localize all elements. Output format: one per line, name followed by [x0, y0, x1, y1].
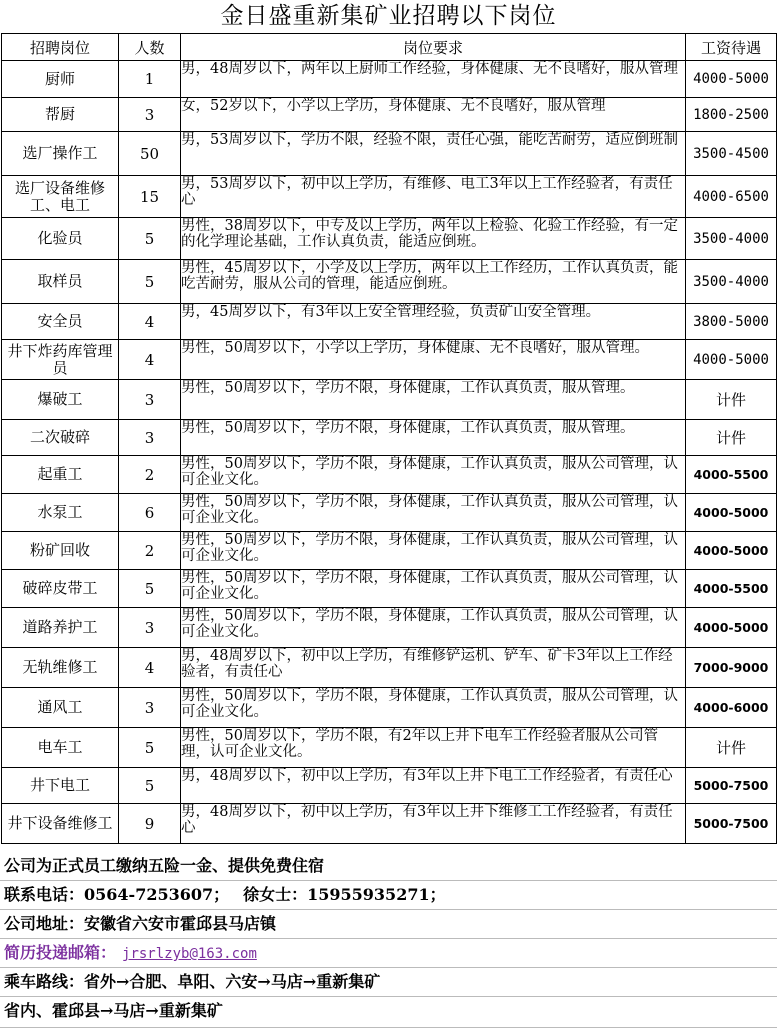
salary-cell: 3500-4000 — [686, 218, 777, 260]
salary-cell: 3500-4500 — [686, 132, 777, 176]
benefits-line: 公司为正式员工缴纳五险一金、提供免费住宿 — [0, 852, 777, 881]
table-row — [2, 340, 777, 380]
table-row — [2, 420, 777, 456]
position-cell: 井下设备维修工 — [2, 804, 119, 844]
table-row — [2, 304, 777, 340]
salary-cell: 7000-9000 — [686, 648, 777, 688]
requirement-cell: 女，52岁以下，小学以上学历，身体健康、无不良嗜好，服从管理 — [181, 98, 686, 132]
count-cell: 6 — [119, 494, 181, 532]
route-outside-line: 乘车路线：省外→合肥、阜阳、六安→马店→重新集矿 — [0, 968, 777, 997]
count-cell: 50 — [119, 132, 181, 176]
salary-cell: 1800-2500 — [686, 98, 777, 132]
requirement-cell: 男，53周岁以下，学历不限，经验不限，责任心强，能吃苦耐劳，适应倒班制 — [181, 132, 686, 176]
job-table-body — [2, 61, 777, 844]
requirement-cell: 男性，50周岁以下，学历不限，身体健康，工作认真负责，服从管理。 — [181, 380, 686, 420]
contact-person: 徐女士：15955935271； — [243, 885, 446, 904]
position-cell: 粉矿回收 — [2, 532, 119, 570]
table-row — [2, 532, 777, 570]
count-cell: 4 — [119, 304, 181, 340]
position-cell: 通风工 — [2, 688, 119, 728]
position-cell: 井下电工 — [2, 768, 119, 804]
header-position: 招聘岗位 — [2, 34, 119, 61]
table-row — [2, 768, 777, 804]
requirement-cell: 男性，50周岁以下，学历不限，身体健康，工作认真负责，服从公司管理，认可企业文化。 — [181, 456, 686, 494]
count-cell: 5 — [119, 218, 181, 260]
position-cell: 化验员 — [2, 218, 119, 260]
requirement-cell: 男性，38周岁以下，中专及以上学历，两年以上检验、化验工作经验，有一定的化学理论基础，工作认真负责，能适应倒班。 — [181, 218, 686, 260]
position-cell: 破碎皮带工 — [2, 570, 119, 608]
position-cell: 帮厨 — [2, 98, 119, 132]
table-row — [2, 132, 777, 176]
salary-cell: 计件 — [686, 728, 777, 768]
page-title: 金日盛重新集矿业招聘以下岗位 — [220, 3, 557, 29]
salary-cell: 4000-6000 — [686, 688, 777, 728]
position-cell: 起重工 — [2, 456, 119, 494]
table-row — [2, 570, 777, 608]
salary-cell: 4000-6500 — [686, 176, 777, 218]
count-cell: 3 — [119, 688, 181, 728]
table-row — [2, 176, 777, 218]
position-cell: 爆破工 — [2, 380, 119, 420]
salary-cell: 5000-7500 — [686, 768, 777, 804]
count-cell: 5 — [119, 728, 181, 768]
requirement-cell: 男，45周岁以下，有3年以上安全管理经验，负责矿山安全管理。 — [181, 304, 686, 340]
position-cell: 选厂操作工 — [2, 132, 119, 176]
requirement-cell: 男性，50周岁以下，学历不限，身体健康，工作认真负责，服从公司管理，认可企业文化。 — [181, 494, 686, 532]
table-row — [2, 804, 777, 844]
table-row — [2, 728, 777, 768]
requirement-cell: 男性，50周岁以下，学历不限，身体健康，工作认真负责，服从公司管理，认可企业文化。 — [181, 608, 686, 648]
position-cell: 无轨维修工 — [2, 648, 119, 688]
salary-cell: 计件 — [686, 380, 777, 420]
phone-value: 0564-7253607； — [84, 885, 230, 904]
table-row — [2, 648, 777, 688]
salary-cell: 4000-5500 — [686, 570, 777, 608]
phone-label: 联系电话： — [4, 885, 85, 904]
count-cell: 3 — [119, 380, 181, 420]
email-link[interactable]: jrsrlzyb@163.com — [122, 946, 257, 962]
count-cell: 4 — [119, 648, 181, 688]
requirement-cell: 男性，50周岁以下，学历不限，身体健康，工作认真负责，服从公司管理，认可企业文化。 — [181, 570, 686, 608]
requirement-cell: 男性，50周岁以下，学历不限，有2年以上井下电车工作经验者服从公司管理，认可企业文化。 — [181, 728, 686, 768]
salary-cell: 计件 — [686, 420, 777, 456]
requirement-cell: 男性，50周岁以下，小学以上学历，身体健康、无不良嗜好，服从管理。 — [181, 340, 686, 380]
count-cell: 2 — [119, 532, 181, 570]
position-cell: 水泵工 — [2, 494, 119, 532]
requirement-cell: 男，48周岁以下，初中以上学历，有3年以上井下电工工作经验者，有责任心 — [181, 768, 686, 804]
requirement-cell: 男性，50周岁以下，学历不限，身体健康，工作认真负责，服从管理。 — [181, 420, 686, 456]
email-line — [0, 939, 777, 968]
requirement-cell: 男，48周岁以下，初中以上学历，有3年以上井下维修工工作经验者，有责任心 — [181, 804, 686, 844]
header-salary: 工资待遇 — [686, 34, 777, 61]
count-cell: 15 — [119, 176, 181, 218]
position-cell: 二次破碎 — [2, 420, 119, 456]
count-cell: 1 — [119, 61, 181, 98]
table-row — [2, 608, 777, 648]
count-cell: 5 — [119, 768, 181, 804]
salary-cell: 3500-4000 — [686, 260, 777, 304]
route-inside-line: 省内、霍邱县→马店→重新集矿 — [0, 997, 777, 1028]
salary-cell: 4000-5000 — [686, 532, 777, 570]
footer-info — [0, 852, 777, 1028]
requirement-cell: 男性，50周岁以下，学历不限，身体健康，工作认真负责，服从公司管理，认可企业文化。 — [181, 532, 686, 570]
salary-cell: 4000-5000 — [686, 61, 777, 98]
count-cell: 3 — [119, 420, 181, 456]
count-cell: 5 — [119, 570, 181, 608]
position-cell: 厨师 — [2, 61, 119, 98]
table-row — [2, 260, 777, 304]
count-cell: 9 — [119, 804, 181, 844]
count-cell: 4 — [119, 340, 181, 380]
count-cell: 3 — [119, 98, 181, 132]
requirement-cell: 男，48周岁以下，初中以上学历，有维修铲运机、铲车、矿卡3年以上工作经验者，有责任心 — [181, 648, 686, 688]
table-row — [2, 61, 777, 98]
salary-cell: 4000-5000 — [686, 340, 777, 380]
requirement-cell: 男性，50周岁以下，学历不限，身体健康，工作认真负责，服从公司管理，认可企业文化。 — [181, 688, 686, 728]
header-requirement: 岗位要求 — [181, 34, 686, 61]
count-cell: 3 — [119, 608, 181, 648]
position-cell: 选厂设备维修工、电工 — [2, 176, 119, 218]
table-row — [2, 688, 777, 728]
table-row — [2, 380, 777, 420]
position-cell: 井下炸药库管理员 — [2, 340, 119, 380]
table-row — [2, 218, 777, 260]
email-label: 简历投递邮箱： — [4, 943, 117, 962]
table-row — [2, 456, 777, 494]
table-row — [2, 98, 777, 132]
requirement-cell: 男，48周岁以下，两年以上厨师工作经验，身体健康、无不良嗜好，服从管理 — [181, 61, 686, 98]
count-cell: 2 — [119, 456, 181, 494]
salary-cell: 3800-5000 — [686, 304, 777, 340]
salary-cell: 4000-5000 — [686, 494, 777, 532]
position-cell: 安全员 — [2, 304, 119, 340]
job-table — [1, 33, 777, 844]
contact-line — [0, 881, 777, 910]
table-header-row — [2, 34, 777, 61]
position-cell: 道路养护工 — [2, 608, 119, 648]
salary-cell: 4000-5000 — [686, 608, 777, 648]
salary-cell: 5000-7500 — [686, 804, 777, 844]
requirement-cell: 男，53周岁以下，初中以上学历，有维修、电工3年以上工作经验者，有责任心 — [181, 176, 686, 218]
table-row — [2, 494, 777, 532]
requirement-cell: 男性，45周岁以下，小学及以上学历，两年以上工作经历，工作认真负责，能吃苦耐劳，服从公司的管理，能适应倒班。 — [181, 260, 686, 304]
position-cell: 电车工 — [2, 728, 119, 768]
salary-cell: 4000-5500 — [686, 456, 777, 494]
count-cell: 5 — [119, 260, 181, 304]
header-count: 人数 — [119, 34, 181, 61]
address-line: 公司地址：安徽省六安市霍邱县马店镇 — [0, 910, 777, 939]
position-cell: 取样员 — [2, 260, 119, 304]
